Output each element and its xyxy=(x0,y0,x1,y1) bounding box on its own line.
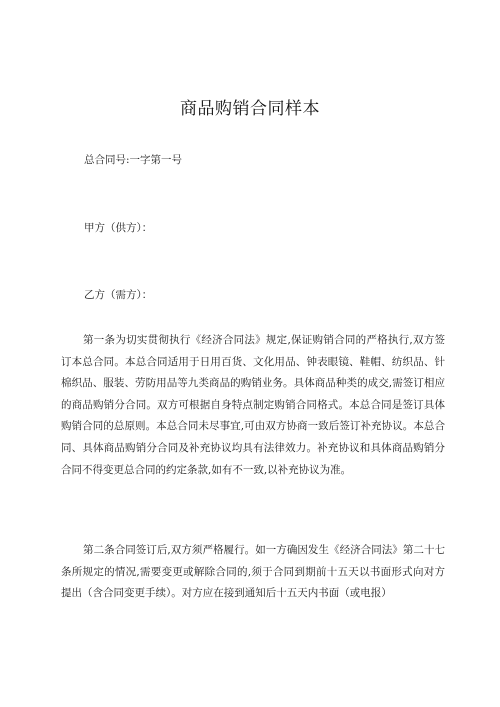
party-a-label: 甲方（供方）： xyxy=(84,222,153,234)
document-title: 商品购销合同样本 xyxy=(180,99,320,119)
clause-1-paragraph: 第一条为切实贯彻执行《经济合同法》规定,保证购销合同的严格执行,双方签订本总合同。本总合同适用于日用百货、文化用品、钟表眼镜、鞋帽、纺织品、针棉织品、服装、劳防用品等九类商品的购销业务。具体商品种类的成交,需签订相应的商品购销分合同。双方可根据自身特点制定购销合同格式。本总合同是签订具体购销合同的总原则。本总合同未尽事宜,可由双方协商一致后签订补充协议。本总合同、具体商品购销分合同及补充协议均具有法律效力。补充协议和具体商品购销分合同不得变更总合同的约定条款,如有不一致,以补充协议为准。 xyxy=(61,334,445,476)
contract-number: 总合同号:一字第一号 xyxy=(84,154,183,166)
party-b-label: 乙方（需方）： xyxy=(84,289,153,301)
clause-2-paragraph: 第二条合同签订后,双方须严格履行。如一方确因发生《经济合同法》第二十七条所规定的情况,需要变更或解除合同的,须于合同到期前十五天以书面形式向对方提出（含合同变更手续）。对方应在接到通知后十五天内书面（或电报） xyxy=(61,544,445,600)
